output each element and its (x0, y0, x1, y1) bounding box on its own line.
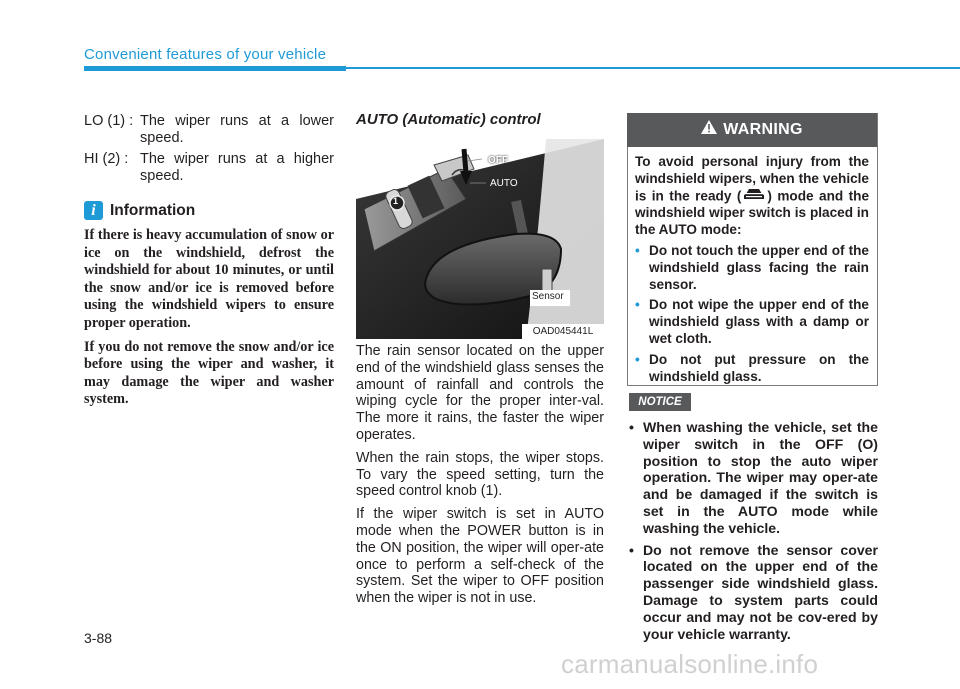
notice-item-text: When washing the vehicle, set the wiper switch in the OFF (O) position to stop the auto wiper operation. The wiper may oper-ate and be damaged if the switch is set in the AUTO mode while washing the vehicle. (643, 419, 878, 536)
hi-text: The wiper runs at a higher speed. (140, 151, 334, 184)
notice-body (627, 419, 878, 647)
lo-item (84, 113, 334, 147)
arrow-stem (464, 149, 466, 173)
warning-list (635, 243, 869, 385)
body-paragraph: The rain sensor located on the upper end of the windshield glass senses the amount of rainfall and controls the wiping cycle for the proper inter-val. The more it rains, the faster the wiper operates. (356, 343, 604, 443)
figure-label-off: OFF (488, 155, 508, 166)
body-paragraph: When the rain stops, the wiper stops. To vary the speed setting, turn the speed control knob (1). (356, 449, 604, 500)
warning-item-text: Do not put pressure on the windshield glass. (649, 351, 869, 384)
info-paragraph: If there is heavy accumulation of snow or ice on the windshield, defrost the windshield for about 10 minutes, or until the snow and/or ice is removed before using the windshield wipers to ensure proper operation. (84, 227, 334, 331)
bullet-dot-icon: • (635, 297, 640, 313)
bullet-dot-icon: • (635, 242, 640, 258)
header-rule-thick (84, 66, 346, 71)
section-header-title: Convenient features of your vehicle (84, 46, 327, 63)
warning-intro-part2: ) mode and the windshield wiper switch is placed in the AUTO mode: (635, 188, 870, 238)
figure-label-auto: AUTO (490, 178, 518, 189)
header-rule-thin (346, 67, 960, 69)
notice-badge: NOTICE (629, 393, 691, 411)
figure-code: OAD045441L (522, 324, 604, 339)
lo-label: LO (1) : (84, 113, 134, 129)
hi-label: HI (2) : (84, 151, 129, 167)
bullet-dot-icon: • (635, 351, 640, 367)
wiper-illustration (356, 139, 604, 339)
list-item (635, 297, 869, 347)
warning-intro-part1: To avoid personal injury from the windshield wipers, when the vehicle is in the ready ( (635, 154, 869, 204)
list-item (635, 243, 869, 293)
list-item (635, 352, 869, 386)
watermark: carmanualsonline.info (561, 649, 819, 679)
info-icon: i (84, 201, 103, 220)
body-paragraph: If the wiper switch is set in AUTO mode when the POWER button is in the ON position, the wiper will oper-ate once to perform a self-check of the system. Set the wiper to OFF position when the wiper is not in use. (356, 506, 604, 607)
rain-sensor (542, 269, 552, 293)
notice-list (627, 419, 878, 642)
auto-control-body (356, 343, 604, 613)
figure-label-sensor: Sensor (532, 291, 564, 302)
info-body (84, 227, 334, 415)
list-item (627, 419, 878, 537)
info-title: Information (110, 202, 196, 219)
warning-intro (635, 154, 869, 239)
ready-car-icon (743, 188, 765, 206)
lo-text: The wiper runs at a lower speed. (140, 113, 334, 146)
warning-title: WARNING (723, 121, 803, 139)
page-number: 3-88 (84, 630, 113, 646)
warning-header (627, 113, 877, 147)
wiper-speed-list (84, 113, 334, 185)
figure-knob-number: 1 (393, 196, 399, 206)
info-paragraph: If you do not remove the snow and/or ice before using the wiper and washer, it may damage the wiper and washer system. (84, 338, 334, 408)
warning-triangle-icon (701, 113, 717, 147)
auto-control-title: AUTO (Automatic) control (356, 111, 541, 128)
bullet-dot-icon: • (629, 419, 634, 435)
warning-item-text: Do not wipe the upper end of the windshield glass with a damp or wet cloth. (649, 297, 869, 346)
list-item (627, 542, 878, 643)
notice-item-text: Do not remove the sensor cover located on the upper end of the passenger side windshield glass. Damage to system parts could occur and may not be cov-ered by your vehicle warranty. (643, 541, 878, 642)
bullet-dot-icon: • (629, 541, 634, 558)
hi-item (84, 151, 334, 185)
warning-body (635, 154, 869, 389)
wiper-switch-figure (356, 139, 604, 339)
warning-item-text: Do not touch the upper end of the windshield glass facing the rain sensor. (649, 242, 869, 292)
